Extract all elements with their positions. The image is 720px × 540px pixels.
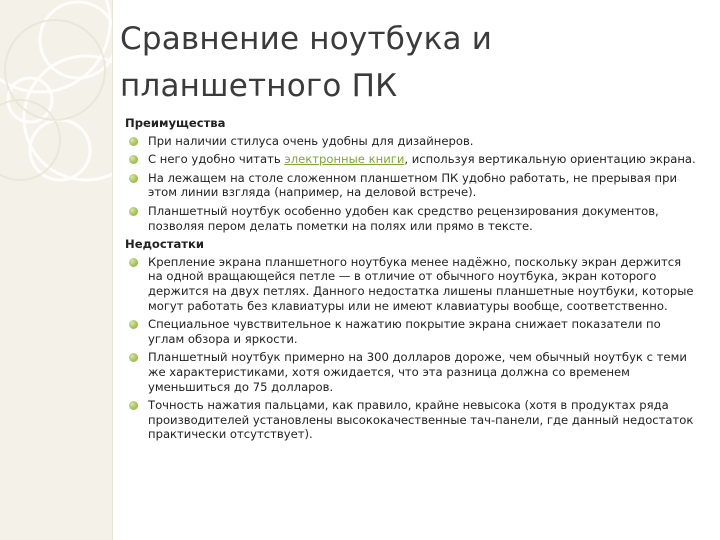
bullet-icon (129, 353, 138, 362)
list-item-text: Планшетный ноутбук примерно на 300 долларов дороже, чем обычный ноутбук с теми же характеристиками, хотя ожидается, что эта разница должна со временем уменьшиться до 75 долларов. (148, 350, 687, 394)
band-divider (112, 0, 113, 540)
list-item (125, 204, 697, 233)
list-item-text-after: , используя вертикальную ориентацию экрана. (404, 152, 696, 167)
advantages-heading: Преимущества (125, 116, 226, 130)
disadvantages-list (125, 255, 697, 442)
list-item (125, 171, 697, 200)
list-item-text-before: С него удобно читать (148, 152, 285, 167)
list-item (125, 317, 697, 346)
ebooks-link[interactable]: электронные книги (284, 152, 405, 167)
list-item-text: Крепление экрана планшетного ноутбука менее надёжно, поскольку экран держится на одной вращающейся петле — в отличие от обычного ноутбука, экран которого держится на двух петлях. Данного недостатка лишены планшетные ноутбуки, которые могут работать без клавиатуры или не имеют клавиатуры вообще, соответственно. (148, 254, 694, 313)
list-item-text: Специальное чувствительное к нажатию покрытие экрана снижает показатели по углам обзора и яркости. (148, 317, 661, 346)
title-line-1: Сравнение ноутбука и (120, 21, 493, 57)
bullet-icon (129, 258, 138, 267)
list-item (125, 152, 697, 167)
decorative-band (0, 0, 112, 540)
list-item-text: Планшетный ноутбук особенно удобен как средство рецензирования документов, позволяя пером делать пометки на полях или прямо в тексте. (148, 203, 659, 233)
list-item (125, 398, 697, 442)
advantages-list (125, 134, 697, 234)
title-line-2: планшетного ПК (120, 68, 398, 104)
list-item (125, 255, 697, 313)
bullet-icon (129, 320, 138, 329)
list-item-text: При наличии стилуса очень удобны для дизайнеров. (148, 133, 474, 148)
list-item (125, 134, 697, 149)
list-item (125, 350, 697, 394)
slide-content (125, 116, 697, 446)
decorative-circles (0, 0, 112, 540)
list-item-text: Точность нажатия пальцами, как правило, крайне невысока (хотя в продуктах ряда производителей установлены высококачественные тач-панели, где данный недостаток практически отсутствует). (148, 398, 694, 442)
page-title (120, 16, 680, 110)
list-item-text: На лежащем на столе сложенном планшетном ПК удобно работать, не прерывая при этом линии взгляда (например, на деловой встрече). (148, 170, 678, 200)
disadvantages-heading: Недостатки (125, 237, 205, 252)
bullet-icon (129, 207, 138, 216)
bullet-icon (129, 137, 138, 146)
bullet-icon (129, 401, 138, 410)
bullet-icon (129, 174, 138, 183)
bullet-icon (129, 155, 138, 164)
